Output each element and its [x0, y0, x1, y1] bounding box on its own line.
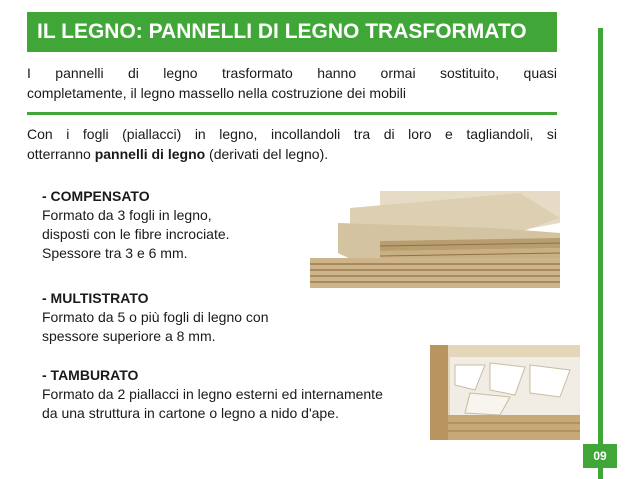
section-line: da una struttura in cartone o legno a nido d'ape. [42, 405, 339, 421]
page-number-badge: 09 [583, 444, 617, 468]
section-heading: - TAMBURATO [42, 367, 139, 383]
paragraph-bold-term: pannelli di legno [94, 146, 206, 162]
section-multistrato [42, 289, 268, 346]
derivation-paragraph [27, 124, 557, 164]
section-heading: - MULTISTRATO [42, 290, 149, 306]
paragraph-line-2-post: (derivati del legno). [205, 146, 329, 162]
section-line: Formato da 5 o più fogli di legno con [42, 309, 269, 325]
section-line: spessore superiore a 8 mm. [42, 328, 216, 344]
paragraph-line-1: Con i fogli (piallacci) in legno, incollandoli tra di loro e tagliandoli, si [27, 126, 557, 142]
paragraph-line-2-pre: otterranno [27, 146, 95, 162]
section-line: Formato da 2 piallacci in legno esterni ed internamente [42, 386, 383, 402]
section-tamburato [42, 366, 383, 423]
intro-line-1: I pannelli di legno trasformato hanno ormai sostituito, quasi [27, 65, 557, 81]
multilayer-panel-image [310, 258, 560, 294]
section-compensato [42, 187, 230, 263]
divider-line [27, 112, 557, 115]
section-line: disposti con le fibre incrociate. [42, 226, 230, 242]
section-heading: - COMPENSATO [42, 188, 150, 204]
honeycomb-panel-image [430, 345, 580, 440]
intro-line-2: completamente, il legno massello nella costruzione dei mobili [27, 85, 406, 101]
slide-title: IL LEGNO: PANNELLI DI LEGNO TRASFORMATO [27, 12, 557, 52]
section-line: Spessore tra 3 e 6 mm. [42, 245, 188, 261]
section-line: Formato da 3 fogli in legno, [42, 207, 212, 223]
intro-paragraph [27, 63, 557, 103]
right-accent-bar [598, 28, 603, 479]
